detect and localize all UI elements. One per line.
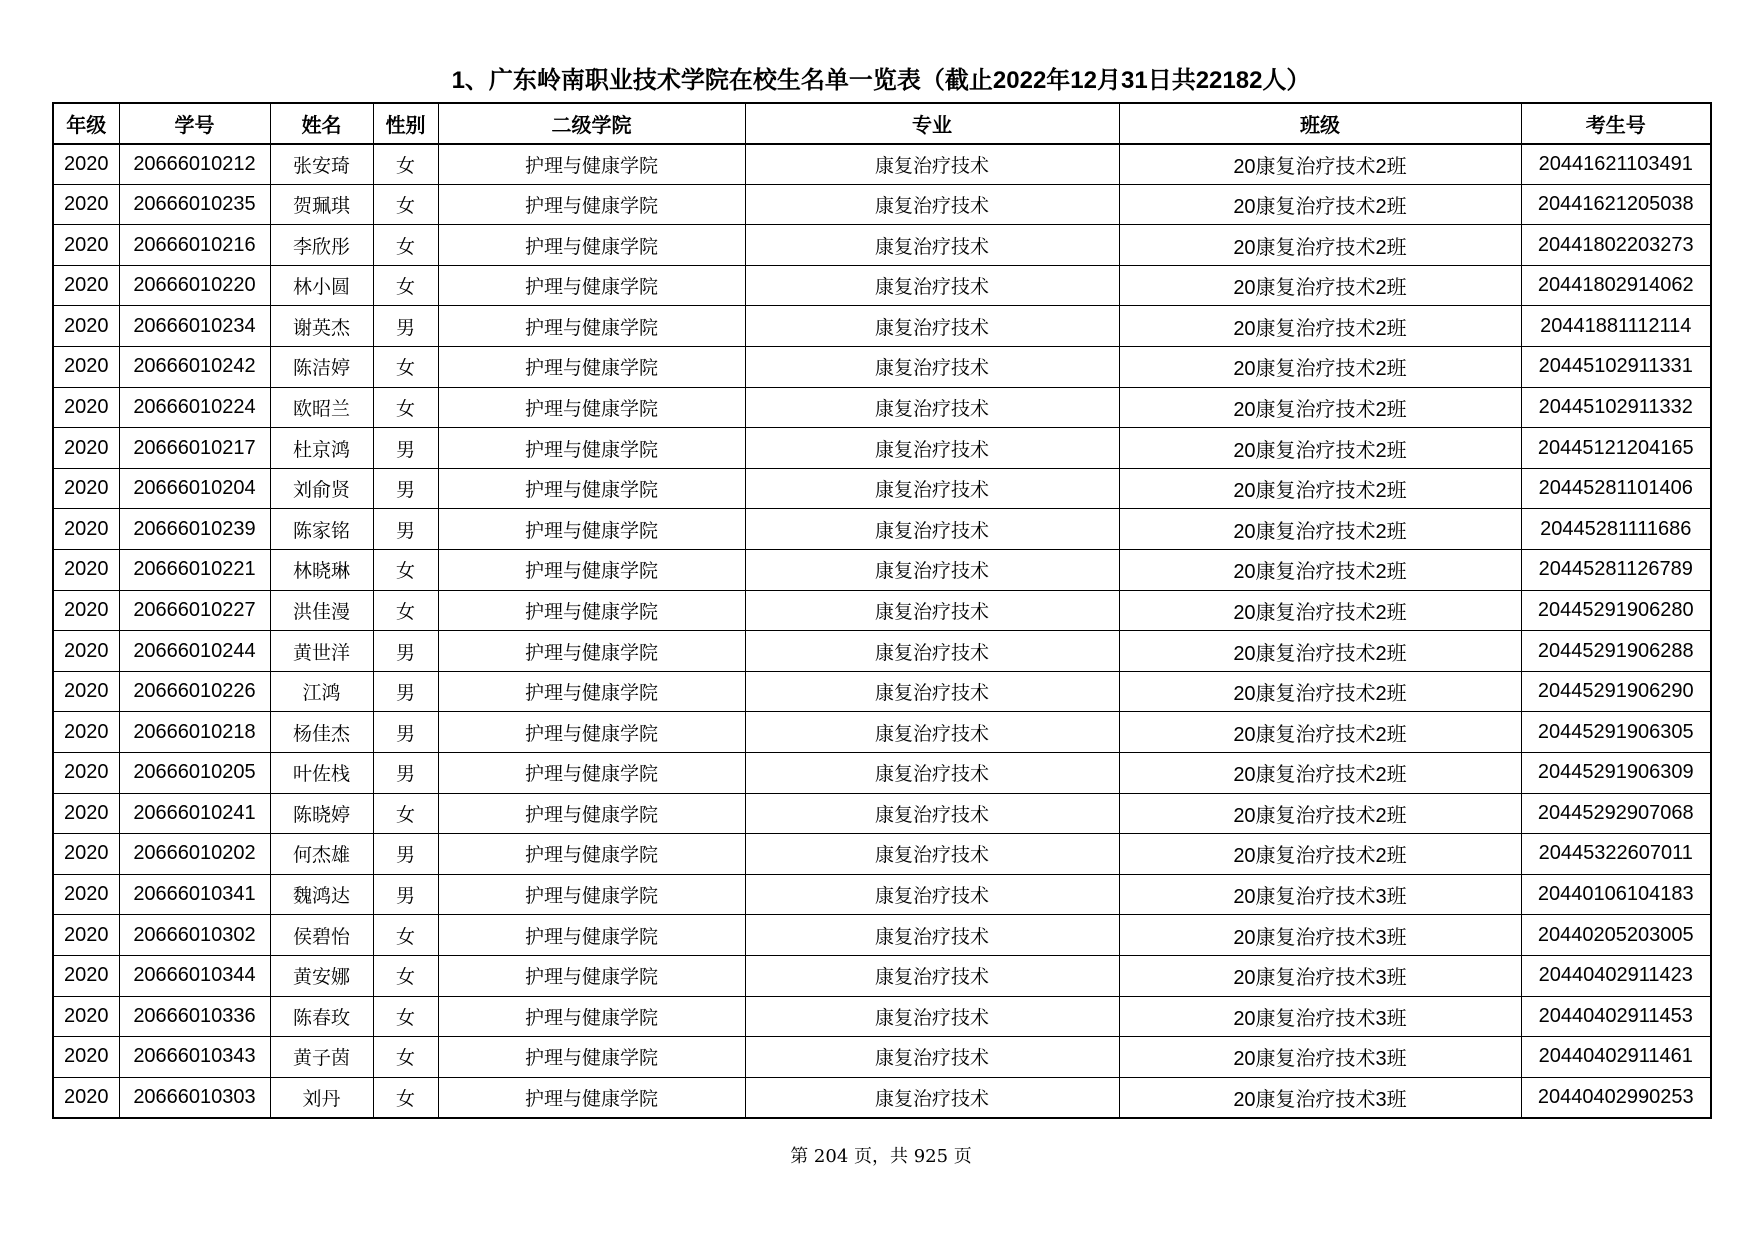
cell-name: 何杰雄 xyxy=(270,834,373,875)
cell-student-id: 20666010234 xyxy=(119,306,270,347)
cell-year: 2020 xyxy=(53,550,119,591)
cell-class-name: 20康复治疗技术2班 xyxy=(1119,225,1521,266)
table-row xyxy=(53,793,1711,834)
cell-college: 护理与健康学院 xyxy=(438,955,745,996)
cell-exam-id: 20440205203005 xyxy=(1521,915,1711,956)
cell-year: 2020 xyxy=(53,671,119,712)
cell-class-name: 20康复治疗技术3班 xyxy=(1119,1077,1521,1118)
cell-name: 张安琦 xyxy=(270,144,373,185)
table-row xyxy=(53,996,1711,1037)
cell-student-id: 20666010343 xyxy=(119,1037,270,1078)
cell-exam-id: 20445291906288 xyxy=(1521,631,1711,672)
cell-name: 陈洁婷 xyxy=(270,347,373,388)
cell-major: 康复治疗技术 xyxy=(745,184,1119,225)
cell-student-id: 20666010216 xyxy=(119,225,270,266)
cell-student-id: 20666010204 xyxy=(119,468,270,509)
cell-student-id: 20666010224 xyxy=(119,387,270,428)
cell-gender: 女 xyxy=(373,225,438,266)
cell-college: 护理与健康学院 xyxy=(438,671,745,712)
cell-name: 林小圆 xyxy=(270,265,373,306)
table-row xyxy=(53,671,1711,712)
cell-exam-id: 20445281126789 xyxy=(1521,550,1711,591)
cell-name: 贺珮琪 xyxy=(270,184,373,225)
table-row xyxy=(53,468,1711,509)
cell-year: 2020 xyxy=(53,712,119,753)
cell-student-id: 20666010303 xyxy=(119,1077,270,1118)
cell-name: 杨佳杰 xyxy=(270,712,373,753)
column-header-class-name: 班级 xyxy=(1119,103,1521,144)
cell-major: 康复治疗技术 xyxy=(745,1077,1119,1118)
table-row xyxy=(53,550,1711,591)
cell-year: 2020 xyxy=(53,1077,119,1118)
cell-college: 护理与健康学院 xyxy=(438,712,745,753)
cell-student-id: 20666010221 xyxy=(119,550,270,591)
cell-exam-id: 20441802203273 xyxy=(1521,225,1711,266)
cell-gender: 女 xyxy=(373,1037,438,1078)
cell-name: 欧昭兰 xyxy=(270,387,373,428)
cell-class-name: 20康复治疗技术3班 xyxy=(1119,874,1521,915)
cell-student-id: 20666010244 xyxy=(119,631,270,672)
cell-exam-id: 20445102911332 xyxy=(1521,387,1711,428)
cell-major: 康复治疗技术 xyxy=(745,225,1119,266)
table-row xyxy=(53,834,1711,875)
cell-gender: 女 xyxy=(373,265,438,306)
cell-college: 护理与健康学院 xyxy=(438,184,745,225)
cell-class-name: 20康复治疗技术2班 xyxy=(1119,306,1521,347)
cell-year: 2020 xyxy=(53,915,119,956)
cell-major: 康复治疗技术 xyxy=(745,793,1119,834)
cell-gender: 女 xyxy=(373,387,438,428)
cell-exam-id: 20445291906309 xyxy=(1521,753,1711,794)
cell-exam-id: 20440402990253 xyxy=(1521,1077,1711,1118)
cell-student-id: 20666010241 xyxy=(119,793,270,834)
cell-year: 2020 xyxy=(53,468,119,509)
cell-year: 2020 xyxy=(53,793,119,834)
column-header-major: 专业 xyxy=(745,103,1119,144)
cell-exam-id: 20445322607011 xyxy=(1521,834,1711,875)
cell-class-name: 20康复治疗技术2班 xyxy=(1119,184,1521,225)
cell-college: 护理与健康学院 xyxy=(438,996,745,1037)
cell-student-id: 20666010344 xyxy=(119,955,270,996)
cell-gender: 男 xyxy=(373,428,438,469)
column-header-student-id: 学号 xyxy=(119,103,270,144)
cell-college: 护理与健康学院 xyxy=(438,631,745,672)
cell-name: 刘俞贤 xyxy=(270,468,373,509)
cell-student-id: 20666010212 xyxy=(119,144,270,185)
cell-name: 洪佳漫 xyxy=(270,590,373,631)
table-row xyxy=(53,144,1711,185)
cell-class-name: 20康复治疗技术2班 xyxy=(1119,468,1521,509)
cell-class-name: 20康复治疗技术2班 xyxy=(1119,144,1521,185)
cell-class-name: 20康复治疗技术2班 xyxy=(1119,793,1521,834)
cell-student-id: 20666010226 xyxy=(119,671,270,712)
cell-major: 康复治疗技术 xyxy=(745,428,1119,469)
column-header-name: 姓名 xyxy=(270,103,373,144)
cell-student-id: 20666010220 xyxy=(119,265,270,306)
cell-name: 叶佐栈 xyxy=(270,753,373,794)
table-row xyxy=(53,306,1711,347)
cell-class-name: 20康复治疗技术2班 xyxy=(1119,509,1521,550)
cell-major: 康复治疗技术 xyxy=(745,915,1119,956)
cell-year: 2020 xyxy=(53,631,119,672)
table-row xyxy=(53,428,1711,469)
cell-college: 护理与健康学院 xyxy=(438,225,745,266)
cell-major: 康复治疗技术 xyxy=(745,834,1119,875)
cell-exam-id: 20445291906290 xyxy=(1521,671,1711,712)
cell-year: 2020 xyxy=(53,387,119,428)
cell-name: 李欣彤 xyxy=(270,225,373,266)
cell-name: 陈春玫 xyxy=(270,996,373,1037)
table-row xyxy=(53,753,1711,794)
cell-class-name: 20康复治疗技术3班 xyxy=(1119,1037,1521,1078)
cell-college: 护理与健康学院 xyxy=(438,590,745,631)
cell-name: 刘丹 xyxy=(270,1077,373,1118)
table-row xyxy=(53,509,1711,550)
table-row xyxy=(53,1037,1711,1078)
cell-college: 护理与健康学院 xyxy=(438,428,745,469)
cell-student-id: 20666010235 xyxy=(119,184,270,225)
cell-college: 护理与健康学院 xyxy=(438,753,745,794)
cell-major: 康复治疗技术 xyxy=(745,955,1119,996)
cell-major: 康复治疗技术 xyxy=(745,874,1119,915)
cell-student-id: 20666010336 xyxy=(119,996,270,1037)
cell-major: 康复治疗技术 xyxy=(745,712,1119,753)
cell-year: 2020 xyxy=(53,306,119,347)
cell-year: 2020 xyxy=(53,996,119,1037)
cell-class-name: 20康复治疗技术2班 xyxy=(1119,834,1521,875)
cell-college: 护理与健康学院 xyxy=(438,834,745,875)
document-title: 1、广东岭南职业技术学院在校生名单一览表（截止2022年12月31日共22182人） xyxy=(451,67,1311,94)
cell-class-name: 20康复治疗技术2班 xyxy=(1119,550,1521,591)
cell-major: 康复治疗技术 xyxy=(745,265,1119,306)
cell-class-name: 20康复治疗技术3班 xyxy=(1119,996,1521,1037)
cell-exam-id: 20441881112114 xyxy=(1521,306,1711,347)
cell-student-id: 20666010341 xyxy=(119,874,270,915)
cell-year: 2020 xyxy=(53,955,119,996)
cell-class-name: 20康复治疗技术2班 xyxy=(1119,387,1521,428)
cell-major: 康复治疗技术 xyxy=(745,550,1119,591)
cell-year: 2020 xyxy=(53,144,119,185)
cell-year: 2020 xyxy=(53,509,119,550)
cell-student-id: 20666010227 xyxy=(119,590,270,631)
table-row xyxy=(53,347,1711,388)
cell-major: 康复治疗技术 xyxy=(745,996,1119,1037)
cell-student-id: 20666010218 xyxy=(119,712,270,753)
cell-exam-id: 20440106104183 xyxy=(1521,874,1711,915)
cell-gender: 女 xyxy=(373,955,438,996)
cell-class-name: 20康复治疗技术2班 xyxy=(1119,347,1521,388)
column-header-year: 年级 xyxy=(53,103,119,144)
cell-exam-id: 20440402911461 xyxy=(1521,1037,1711,1078)
cell-gender: 男 xyxy=(373,671,438,712)
header-row xyxy=(53,103,1711,144)
page-number-footer: 第 204 页，共 925 页 xyxy=(790,1146,972,1167)
column-header-gender: 性别 xyxy=(373,103,438,144)
cell-exam-id: 20440402911453 xyxy=(1521,996,1711,1037)
cell-major: 康复治疗技术 xyxy=(745,306,1119,347)
cell-college: 护理与健康学院 xyxy=(438,550,745,591)
cell-major: 康复治疗技术 xyxy=(745,387,1119,428)
cell-college: 护理与健康学院 xyxy=(438,915,745,956)
cell-name: 林晓琳 xyxy=(270,550,373,591)
cell-gender: 女 xyxy=(373,184,438,225)
cell-year: 2020 xyxy=(53,1037,119,1078)
cell-name: 江鸿 xyxy=(270,671,373,712)
cell-year: 2020 xyxy=(53,834,119,875)
cell-student-id: 20666010217 xyxy=(119,428,270,469)
cell-major: 康复治疗技术 xyxy=(745,590,1119,631)
cell-student-id: 20666010302 xyxy=(119,915,270,956)
cell-exam-id: 20445292907068 xyxy=(1521,793,1711,834)
cell-major: 康复治疗技术 xyxy=(745,671,1119,712)
cell-name: 黄子茵 xyxy=(270,1037,373,1078)
cell-name: 黄安娜 xyxy=(270,955,373,996)
cell-student-id: 20666010239 xyxy=(119,509,270,550)
cell-major: 康复治疗技术 xyxy=(745,144,1119,185)
table-row xyxy=(53,265,1711,306)
table-row xyxy=(53,915,1711,956)
cell-year: 2020 xyxy=(53,265,119,306)
cell-gender: 女 xyxy=(373,915,438,956)
cell-class-name: 20康复治疗技术2班 xyxy=(1119,753,1521,794)
cell-year: 2020 xyxy=(53,874,119,915)
cell-year: 2020 xyxy=(53,428,119,469)
cell-class-name: 20康复治疗技术2班 xyxy=(1119,590,1521,631)
cell-student-id: 20666010205 xyxy=(119,753,270,794)
table-row xyxy=(53,631,1711,672)
cell-class-name: 20康复治疗技术2班 xyxy=(1119,428,1521,469)
cell-college: 护理与健康学院 xyxy=(438,1077,745,1118)
cell-exam-id: 20441621205038 xyxy=(1521,184,1711,225)
cell-college: 护理与健康学院 xyxy=(438,793,745,834)
table-header xyxy=(53,103,1711,144)
cell-class-name: 20康复治疗技术3班 xyxy=(1119,915,1521,956)
cell-exam-id: 20440402911423 xyxy=(1521,955,1711,996)
cell-year: 2020 xyxy=(53,590,119,631)
cell-college: 护理与健康学院 xyxy=(438,265,745,306)
table-row xyxy=(53,184,1711,225)
cell-gender: 男 xyxy=(373,306,438,347)
table-body xyxy=(53,144,1711,1118)
cell-gender: 男 xyxy=(373,874,438,915)
cell-college: 护理与健康学院 xyxy=(438,1037,745,1078)
cell-name: 魏鸿达 xyxy=(270,874,373,915)
cell-exam-id: 20445121204165 xyxy=(1521,428,1711,469)
cell-exam-id: 20445102911331 xyxy=(1521,347,1711,388)
cell-student-id: 20666010202 xyxy=(119,834,270,875)
cell-college: 护理与健康学院 xyxy=(438,387,745,428)
cell-student-id: 20666010242 xyxy=(119,347,270,388)
cell-college: 护理与健康学院 xyxy=(438,468,745,509)
cell-exam-id: 20445281101406 xyxy=(1521,468,1711,509)
cell-class-name: 20康复治疗技术2班 xyxy=(1119,265,1521,306)
table-row xyxy=(53,387,1711,428)
cell-major: 康复治疗技术 xyxy=(745,468,1119,509)
table-row xyxy=(53,590,1711,631)
cell-exam-id: 20445291906280 xyxy=(1521,590,1711,631)
cell-college: 护理与健康学院 xyxy=(438,509,745,550)
cell-gender: 女 xyxy=(373,144,438,185)
table-row xyxy=(53,225,1711,266)
cell-gender: 女 xyxy=(373,1077,438,1118)
cell-gender: 男 xyxy=(373,834,438,875)
table-row xyxy=(53,955,1711,996)
cell-major: 康复治疗技术 xyxy=(745,631,1119,672)
cell-name: 陈家铭 xyxy=(270,509,373,550)
cell-year: 2020 xyxy=(53,225,119,266)
cell-major: 康复治疗技术 xyxy=(745,1037,1119,1078)
table-row xyxy=(53,874,1711,915)
cell-gender: 女 xyxy=(373,996,438,1037)
cell-gender: 男 xyxy=(373,712,438,753)
cell-class-name: 20康复治疗技术2班 xyxy=(1119,671,1521,712)
table-row xyxy=(53,1077,1711,1118)
cell-gender: 男 xyxy=(373,631,438,672)
cell-gender: 男 xyxy=(373,509,438,550)
table-row xyxy=(53,712,1711,753)
cell-class-name: 20康复治疗技术2班 xyxy=(1119,631,1521,672)
cell-major: 康复治疗技术 xyxy=(745,509,1119,550)
cell-exam-id: 20441802914062 xyxy=(1521,265,1711,306)
cell-gender: 女 xyxy=(373,590,438,631)
cell-class-name: 20康复治疗技术2班 xyxy=(1119,712,1521,753)
cell-name: 黄世洋 xyxy=(270,631,373,672)
cell-college: 护理与健康学院 xyxy=(438,347,745,388)
cell-gender: 女 xyxy=(373,347,438,388)
cell-year: 2020 xyxy=(53,184,119,225)
cell-name: 陈晓婷 xyxy=(270,793,373,834)
cell-college: 护理与健康学院 xyxy=(438,306,745,347)
cell-gender: 女 xyxy=(373,550,438,591)
cell-exam-id: 20445291906305 xyxy=(1521,712,1711,753)
cell-major: 康复治疗技术 xyxy=(745,347,1119,388)
cell-major: 康复治疗技术 xyxy=(745,753,1119,794)
cell-college: 护理与健康学院 xyxy=(438,144,745,185)
cell-college: 护理与健康学院 xyxy=(438,874,745,915)
cell-name: 杜京鸿 xyxy=(270,428,373,469)
cell-gender: 女 xyxy=(373,793,438,834)
column-header-college: 二级学院 xyxy=(438,103,745,144)
student-roster-table xyxy=(52,102,1712,1119)
cell-gender: 男 xyxy=(373,468,438,509)
cell-year: 2020 xyxy=(53,347,119,388)
cell-class-name: 20康复治疗技术3班 xyxy=(1119,955,1521,996)
cell-year: 2020 xyxy=(53,753,119,794)
cell-exam-id: 20441621103491 xyxy=(1521,144,1711,185)
cell-name: 谢英杰 xyxy=(270,306,373,347)
cell-gender: 男 xyxy=(373,753,438,794)
cell-exam-id: 20445281111686 xyxy=(1521,509,1711,550)
column-header-exam-id: 考生号 xyxy=(1521,103,1711,144)
cell-name: 侯碧怡 xyxy=(270,915,373,956)
